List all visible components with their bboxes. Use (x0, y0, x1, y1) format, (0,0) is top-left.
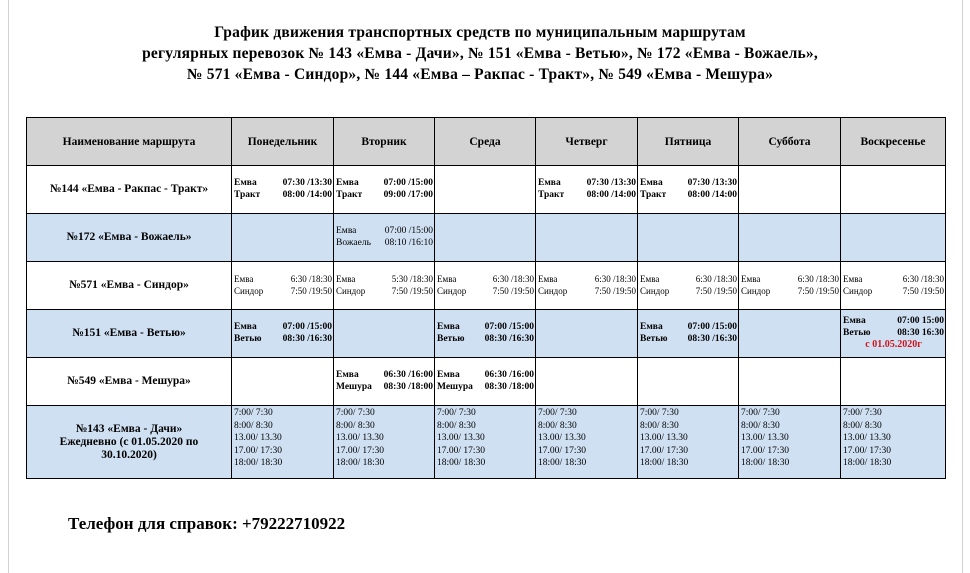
schedule-cell (638, 406, 739, 479)
time-line: 13.00/ 13.30 (843, 433, 891, 443)
time-line: 18:00/ 18:30 (741, 458, 790, 468)
stop-name: Ветью (640, 333, 668, 344)
stop-time-line (437, 274, 534, 286)
departure-times: 6:30 /18:30 (902, 274, 944, 284)
schedule-table (26, 117, 946, 479)
schedule-cell (334, 262, 435, 310)
stop-time-line (234, 322, 332, 334)
table-row (27, 166, 946, 214)
header-tuesday: Вторник (334, 118, 435, 166)
route-name-cell: №144 «Емва - Ракпас - Тракт» (27, 166, 232, 214)
time-line: 13.00/ 13.30 (437, 433, 485, 443)
departure-times: 06:30 /16:00 (383, 370, 433, 380)
schedule-cell (435, 166, 536, 214)
departure-times: 07:00 /15:00 (687, 322, 737, 332)
stop-time-line (336, 238, 433, 250)
stop-time-line (234, 334, 332, 346)
stop-name: Емва (336, 178, 359, 188)
stop-time-line (336, 190, 433, 202)
stop-name: Емва (843, 316, 866, 327)
departure-times: 07:30 /13:30 (687, 178, 737, 188)
time-line: 17.00/ 17:30 (538, 445, 587, 456)
schedule-cell (841, 166, 946, 214)
schedule-cell (841, 214, 946, 262)
departure-times: 7:50 /19:50 (594, 285, 636, 296)
schedule-cell (739, 214, 841, 262)
stop-name: Емва (437, 370, 460, 380)
schedule-cell (536, 262, 638, 310)
time-line: 18:00/ 18:30 (538, 458, 587, 468)
stop-time-line (336, 274, 433, 286)
time-line: 8:00/ 8:30 (538, 420, 577, 431)
route-name-cell: №172 «Емва - Вожаель» (27, 214, 232, 262)
stop-time-line (843, 328, 944, 340)
time-line: 18:00/ 18:30 (234, 458, 283, 468)
stop-name: Емва (234, 178, 257, 188)
header-thursday: Четверг (536, 118, 638, 166)
stop-name: Емва (234, 274, 254, 284)
table-row (27, 214, 946, 262)
departure-times: 08:30 /16:30 (484, 333, 534, 344)
stop-name: Тракт (336, 189, 363, 200)
time-line: 17.00/ 17:30 (843, 445, 892, 456)
route-name-cell: №571 «Емва - Синдор» (27, 262, 232, 310)
time-line: 7:00/ 7:30 (437, 408, 476, 418)
departure-times: 5:30 /18:30 (391, 274, 433, 284)
stop-name: Тракт (640, 189, 667, 200)
time-line: 13.00/ 13.30 (336, 433, 384, 443)
stop-time-line (538, 190, 636, 202)
stop-time-line (336, 178, 433, 190)
stop-name: Синдор (640, 285, 670, 296)
schedule-cell (435, 262, 536, 310)
stop-time-line (640, 334, 737, 346)
stop-time-line (234, 274, 332, 286)
stop-name: Емва (437, 322, 460, 332)
schedule-cell (638, 166, 739, 214)
time-line: 13.00/ 13.30 (640, 433, 688, 443)
stop-name: Ветью (843, 327, 871, 338)
schedule-cell (739, 310, 841, 358)
stop-time-line (234, 178, 332, 190)
schedule-cell (739, 262, 841, 310)
route-name-cell: №549 «Емва - Мешура» (27, 358, 232, 406)
schedule-cell (334, 214, 435, 262)
departure-times: 08:30 /16:30 (687, 333, 737, 344)
schedule-cell (536, 214, 638, 262)
time-line: 7:00/ 7:30 (336, 408, 375, 418)
schedule-cell (638, 262, 739, 310)
stop-name: Ветью (234, 333, 262, 344)
departure-times: 07:30 /13:30 (586, 178, 636, 188)
stop-time-line (336, 370, 433, 382)
stop-name: Емва (336, 370, 359, 380)
title-line-3: № 571 «Емва - Синдор», № 144 «Емва – Ракпас - Тракт», № 549 «Емва - Мешура» (186, 66, 774, 83)
stop-name: Емва (843, 274, 863, 284)
schedule-cell (334, 406, 435, 479)
stop-name: Емва (538, 274, 558, 284)
schedule-cell (841, 406, 946, 479)
departure-times: 6:30 /18:30 (594, 274, 636, 284)
stop-time-line (741, 274, 839, 286)
time-line: 7:00/ 7:30 (741, 408, 780, 418)
stop-time-line (640, 322, 737, 334)
departure-times: 08:10 /16:10 (384, 237, 433, 248)
stop-time-line (843, 316, 944, 328)
stop-name: Мешура (437, 381, 473, 392)
stop-name: Вожаель (336, 237, 371, 248)
header-monday: Понедельник (232, 118, 334, 166)
schedule-cell (739, 406, 841, 479)
header-row (27, 118, 946, 166)
time-line: 17.00/ 17:30 (640, 445, 689, 456)
stop-name: Синдор (843, 285, 873, 296)
departure-times: 7:50 /19:50 (391, 285, 433, 296)
schedule-cell (334, 358, 435, 406)
stop-time-line (437, 286, 534, 298)
schedule-cell (232, 310, 334, 358)
stop-name: Емва (234, 322, 257, 332)
time-line: 8:00/ 8:30 (234, 420, 273, 431)
time-line: 7:00/ 7:30 (234, 408, 273, 418)
table-row (27, 358, 946, 406)
departure-times: 08:30 16:30 (897, 327, 944, 338)
stop-time-line (437, 322, 534, 334)
departure-times: 08:30 /18:00 (484, 381, 534, 392)
time-line: 18:00/ 18:30 (843, 458, 892, 468)
time-line: 18:00/ 18:30 (336, 458, 385, 468)
schedule-cell (232, 214, 334, 262)
table-row (27, 406, 946, 479)
schedule-cell (334, 166, 435, 214)
departure-times: 6:30 /18:30 (492, 274, 534, 284)
time-line: 7:00/ 7:30 (843, 408, 882, 418)
stop-name: Емва (538, 178, 561, 188)
stop-time-line (538, 178, 636, 190)
time-line: 18:00/ 18:30 (437, 458, 486, 468)
time-line: 8:00/ 8:30 (843, 420, 882, 431)
departure-times: 06:30 /16:00 (484, 370, 534, 380)
departure-times: 7:50 /19:50 (290, 285, 332, 296)
departure-times: 7:50 /19:50 (797, 285, 839, 296)
stop-time-line (741, 286, 839, 298)
departure-times: 07:00 /15:00 (484, 322, 534, 332)
stop-name: Емва (437, 274, 457, 284)
time-line: 7:00/ 7:30 (538, 408, 577, 418)
departure-times: 07:00 /15:00 (282, 322, 332, 332)
time-line: 8:00/ 8:30 (640, 420, 679, 431)
stop-time-line (336, 226, 433, 238)
stop-time-line (538, 286, 636, 298)
schedule-cell (435, 406, 536, 479)
departure-times: 6:30 /18:30 (290, 274, 332, 284)
departure-times: 6:30 /18:30 (797, 274, 839, 284)
time-line: 7:00/ 7:30 (640, 408, 679, 418)
time-line: 13.00/ 13.30 (741, 433, 789, 443)
departure-times: 7:50 /19:50 (902, 285, 944, 296)
table-row (27, 262, 946, 310)
schedule-cell (739, 358, 841, 406)
schedule-cell (435, 214, 536, 262)
stop-time-line (843, 274, 944, 286)
page-edge-right (962, 0, 963, 573)
schedule-cell (435, 310, 536, 358)
stop-name: Синдор (437, 285, 467, 296)
schedule-cell (536, 166, 638, 214)
schedule-cell (536, 406, 638, 479)
time-line: 13.00/ 13.30 (538, 433, 586, 443)
time-line: 17.00/ 17:30 (741, 445, 790, 456)
schedule-cell (638, 358, 739, 406)
stop-time-line (234, 190, 332, 202)
stop-name: Мешура (336, 381, 372, 392)
stop-name: Синдор (538, 285, 568, 296)
phone-info: Телефон для справок: +79222710922 (68, 514, 346, 533)
departure-times: 07:00 /15:00 (384, 226, 433, 236)
departure-times: 09:00 /17:00 (383, 189, 433, 200)
stop-time-line (843, 286, 944, 298)
schedule-cell (536, 358, 638, 406)
stop-name: Синдор (741, 285, 771, 296)
route-name-line: №143 «Емва - Дачи» (75, 422, 183, 435)
schedule-cell (739, 166, 841, 214)
stop-name: Тракт (538, 189, 565, 200)
schedule-cell (232, 358, 334, 406)
stop-time-line (538, 274, 636, 286)
schedule-cell (841, 358, 946, 406)
schedule-cell (841, 310, 946, 358)
stop-time-line (437, 334, 534, 346)
time-line: 8:00/ 8:30 (437, 420, 476, 431)
time-line: 8:00/ 8:30 (336, 420, 375, 431)
schedule-cell (232, 166, 334, 214)
stop-time-line (640, 286, 737, 298)
departure-times: 08:30 /18:00 (383, 381, 433, 392)
departure-times: 08:00 /14:00 (586, 189, 636, 200)
header-wednesday: Среда (435, 118, 536, 166)
schedule-cell (638, 310, 739, 358)
departure-times: 08:00 /14:00 (282, 189, 332, 200)
route-name-line: 30.10.2020) (101, 448, 157, 461)
stop-time-line (234, 286, 332, 298)
time-line: 17.00/ 17:30 (437, 445, 486, 456)
stop-name: Ветью (437, 333, 465, 344)
stop-name: Емва (640, 274, 660, 284)
departure-times: 7:50 /19:50 (492, 285, 534, 296)
table-row (27, 310, 946, 358)
start-date-note: с 01.05.2020г (865, 339, 922, 351)
schedule-cell (841, 262, 946, 310)
departure-times: 07:00 15:00 (897, 316, 944, 327)
header-saturday: Суббота (739, 118, 841, 166)
route-name-cell (27, 406, 232, 479)
departure-times: 7:50 /19:50 (695, 285, 737, 296)
stop-time-line (640, 178, 737, 190)
header-friday: Пятница (638, 118, 739, 166)
stop-name: Синдор (336, 285, 366, 296)
stop-name: Емва (336, 226, 357, 236)
time-line: 8:00/ 8:30 (741, 420, 780, 431)
route-name-line: Ежедневно (с 01.05.2020 по (59, 435, 199, 448)
title-line-1: График движения транспортных средств по муниципальным маршрутам (214, 24, 746, 41)
schedule-cell (232, 406, 334, 479)
time-line: 17.00/ 17:30 (336, 445, 385, 456)
schedule-cell (232, 262, 334, 310)
schedule-cell (334, 310, 435, 358)
stop-name: Емва (640, 178, 663, 188)
time-line: 13.00/ 13.30 (234, 433, 282, 443)
time-line: 17.00/ 17:30 (234, 445, 283, 456)
departure-times: 6:30 /18:30 (695, 274, 737, 284)
header-route: Наименование маршрута (27, 118, 232, 166)
departure-times: 08:00 /14:00 (687, 189, 737, 200)
departure-times: 08:30 /16:30 (282, 333, 332, 344)
route-name-cell: №151 «Емва - Ветью» (27, 310, 232, 358)
stop-time-line (437, 370, 534, 382)
stop-time-line (336, 382, 433, 394)
schedule-cell (638, 214, 739, 262)
stop-name: Емва (640, 322, 663, 332)
stop-name: Емва (741, 274, 761, 284)
stop-time-line (437, 382, 534, 394)
stop-name: Синдор (234, 285, 264, 296)
stop-time-line (336, 286, 433, 298)
stop-time-line (640, 190, 737, 202)
document-title (40, 22, 920, 85)
schedule-cell (536, 310, 638, 358)
departure-times: 07:00 /15:00 (383, 178, 433, 188)
page-edge-left (8, 0, 9, 573)
stop-name: Емва (336, 274, 356, 284)
title-line-2: регулярных перевозок № 143 «Емва - Дачи», № 151 «Емва - Ветью», № 172 «Емва - Вожаель», (142, 45, 818, 62)
time-line: 18:00/ 18:30 (640, 458, 689, 468)
header-sunday: Воскресенье (841, 118, 946, 166)
schedule-cell (435, 358, 536, 406)
stop-time-line (640, 274, 737, 286)
stop-name: Тракт (234, 189, 261, 200)
departure-times: 07:30 /13:30 (282, 178, 332, 188)
